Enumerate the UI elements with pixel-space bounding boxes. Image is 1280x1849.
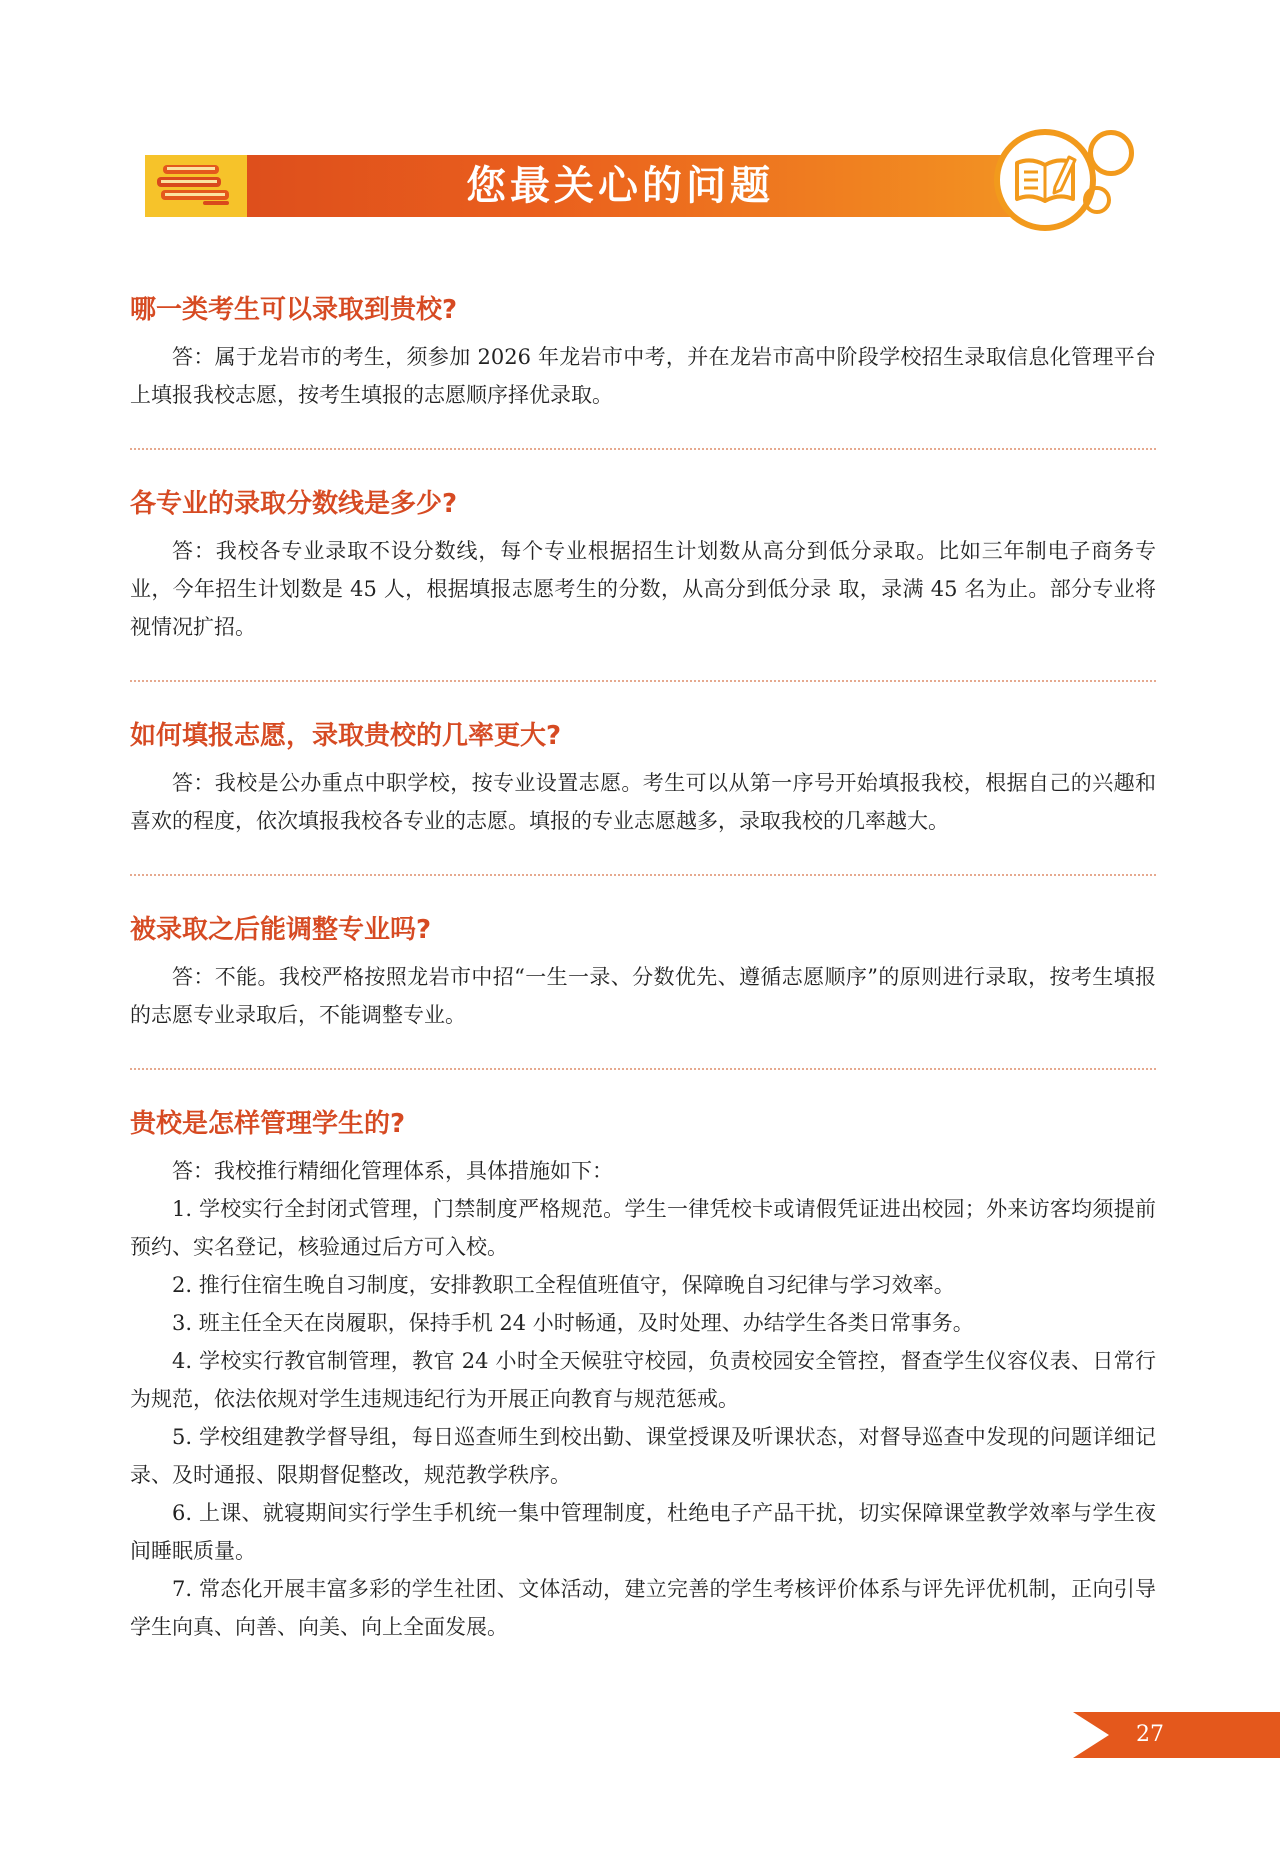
- faq-question: 各专业的录取分数线是多少?: [130, 489, 458, 519]
- faq-answer: 答：属于龙岩市的考生，须参加 2026 年龙岩市中考，并在龙岩市高中阶段学校招生录取信息化管理平台上填报我校志愿，按考生填报的志愿顺序择优录取。: [130, 345, 1156, 407]
- faq-answer: 答：我校是公办重点中职学校，按专业设置志愿。考生可以从第一序号开始填报我校，根据自己的兴趣和喜欢的程度，依次填报我校各专业的志愿。填报的专业志愿越多，录取我校的几率越大。: [130, 771, 1156, 833]
- faq-item: [130, 484, 1156, 682]
- measure-item: 2. 推行住宿生晚自习制度，安排教职工全程值班值守，保障晚自习纪律与学习效率。: [172, 1273, 955, 1297]
- measure-item: 4. 学校实行教官制管理，教官 24 小时全天候驻守校园，负责校园安全管控，督查学生仪容仪表、日常行为规范，依法依规对学生违规违纪行为开展正向教育与规范惩戒。: [130, 1349, 1156, 1411]
- page-title: 您最关心的问题: [466, 163, 774, 209]
- measure-item: 5. 学校组建教学督导组，每日巡查师生到校出勤、课堂授课及听课状态，对督导巡查中发现的问题详细记录、及时通报、限期督促整改，规范教学秩序。: [130, 1425, 1156, 1487]
- measure-item: 7. 常态化开展丰富多彩的学生社团、文体活动，建立完善的学生考核评价体系与评先评优机制，正向引导学生向真、向善、向美、向上全面发展。: [130, 1577, 1156, 1639]
- faq-answer: 答：我校各专业录取不设分数线，每个专业根据招生计划数从高分到低分录取。比如三年制电子商务专业，今年招生计划数是 45 人，根据填报志愿考生的分数，从高分到低分录 取，录满 45 名为止。部分专业将视情况扩招。: [130, 539, 1156, 639]
- faq-answer: 答：不能。我校严格按照龙岩市中招“一生一录、分数优先、遵循志愿顺序”的原则进行录取，按考生填报的志愿专业录取后，不能调整专业。: [130, 965, 1156, 1027]
- faq-question: 被录取之后能调整专业吗?: [130, 915, 432, 945]
- faq-item: [130, 290, 1156, 450]
- faq-list: [130, 290, 1156, 1714]
- faq-item: [130, 910, 1156, 1070]
- faq-question: 哪一类考生可以录取到贵校?: [130, 295, 458, 325]
- faq-item: [130, 1104, 1156, 1680]
- faq-item: [130, 716, 1156, 876]
- open-book-pen-icon: [1011, 147, 1079, 213]
- measure-item: 6. 上课、就寝期间实行学生手机统一集中管理制度，杜绝电子产品干扰，切实保障课堂教学效率与学生夜间睡眠质量。: [130, 1501, 1156, 1563]
- faq-question: 贵校是怎样管理学生的?: [130, 1109, 406, 1139]
- measure-item: 1. 学校实行全封闭式管理，门禁制度严格规范。学生一律凭校卡或请假凭证进出校园；外来访客均须提前预约、实名登记，核验通过后方可入校。: [130, 1197, 1156, 1259]
- reading-emblem: [994, 129, 1096, 231]
- faq-question: 如何填报志愿，录取贵校的几率更大?: [130, 721, 562, 751]
- faq-answer: 答：我校推行精细化管理体系，具体措施如下：: [172, 1159, 613, 1183]
- books-icon: [145, 155, 247, 217]
- measure-item: 3. 班主任全天在岗履职，保持手机 24 小时畅通，及时处理、办结学生各类日常事务。: [172, 1311, 974, 1335]
- header-banner: [0, 0, 1280, 260]
- decor-ring-small: [1083, 186, 1111, 214]
- decor-ring: [1088, 130, 1134, 176]
- page-number: 27: [1136, 1722, 1164, 1747]
